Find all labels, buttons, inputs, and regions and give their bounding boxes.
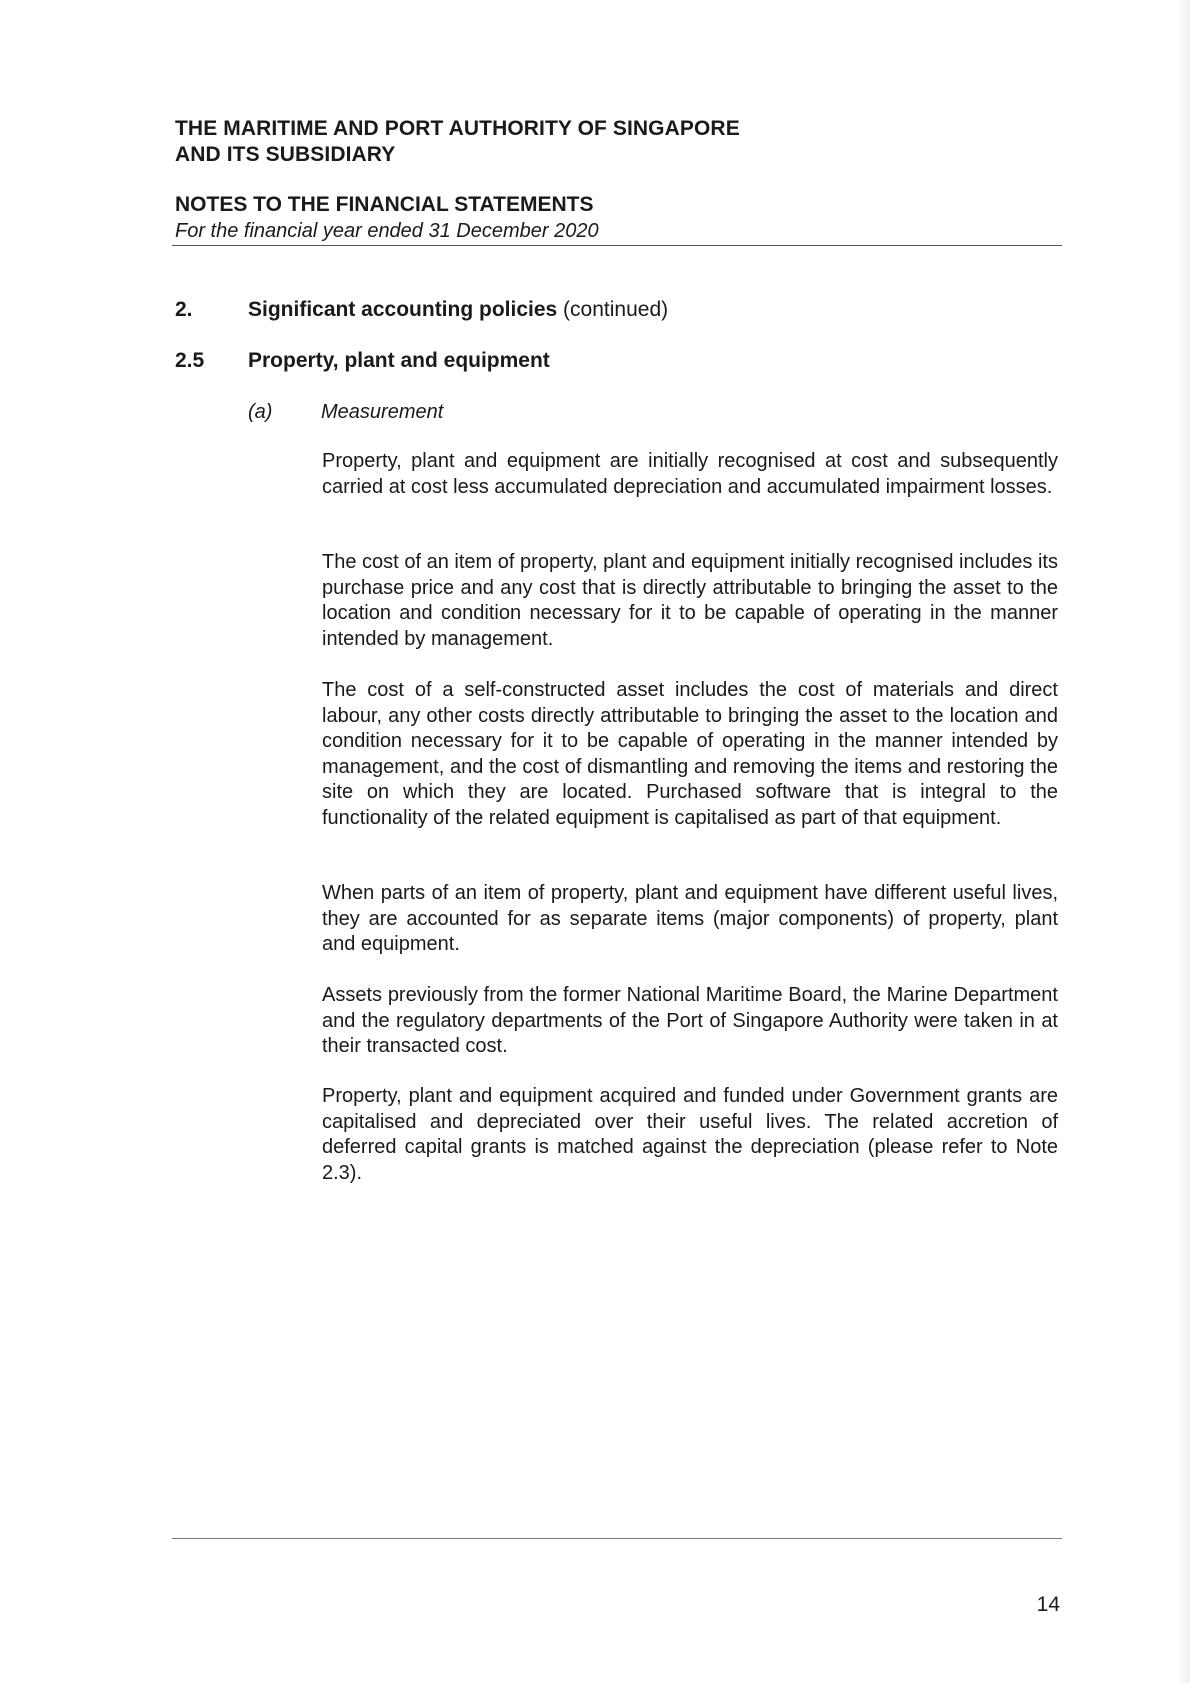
org-name-line-2: AND ITS SUBSIDIARY (175, 143, 396, 166)
footer-divider (172, 1538, 1062, 1539)
paragraph-2: The cost of an item of property, plant and equipment initially recognised includes its purchase price and any cost that is directly attributable to bringing the asset to the location and condition necessary for it to be capable of operating in the manner intended by management. (322, 551, 1058, 650)
notes-subtitle: For the financial year ended 31 December 2020 (175, 220, 599, 242)
page-edge-shadow (1176, 0, 1190, 1683)
paragraph-3: The cost of a self-constructed asset includes the cost of materials and direct labour, any other costs directly attributable to bringing the asset to the location and condition necessary for it to be capable of operating in the manner intended by management, and the cost of dismantling and removing the items and restoring the site on which they are located. Purchased software that is integral to the functionality of the related equipment is capitalised as part of that equipment. (322, 679, 1058, 829)
paragraph-4: When parts of an item of property, plant and equipment have different useful lives, they are accounted for as separate items (major components) of property, plant and equipment. (322, 882, 1058, 956)
subsection-heading (175, 348, 550, 374)
item-title: Measurement (321, 401, 444, 423)
paragraph-5: Assets previously from the former National Maritime Board, the Marine Department and the regulatory departments of the Port of Singapore Authority were taken in at their transacted cost. (322, 984, 1058, 1058)
paragraph-1: Property, plant and equipment are initially recognised at cost and subsequently carried at cost less accumulated depreciation and accumulated impairment losses. (322, 450, 1058, 498)
subsection-number: 2.5 (175, 349, 205, 372)
subsection-title: Property, plant and equipment (248, 349, 550, 372)
page-number: 14 (1036, 1593, 1060, 1616)
org-name-line-1: THE MARITIME AND PORT AUTHORITY OF SINGAPORE (175, 117, 740, 140)
notes-title: NOTES TO THE FINANCIAL STATEMENTS (175, 193, 594, 216)
item-label: (a) (248, 401, 273, 423)
section-continued: (continued) (557, 298, 669, 321)
section-title: Significant accounting policies (248, 298, 558, 321)
paragraph-6: Property, plant and equipment acquired and funded under Government grants are capitalised and depreciated over their useful lives. The related accretion of deferred capital grants is matched against the depreciation (please refer to Note 2.3). (322, 1085, 1058, 1184)
document-header (175, 116, 1060, 242)
section-number: 2. (175, 298, 193, 321)
item-heading (248, 399, 443, 425)
header-divider (172, 245, 1062, 246)
section-heading (175, 297, 668, 323)
